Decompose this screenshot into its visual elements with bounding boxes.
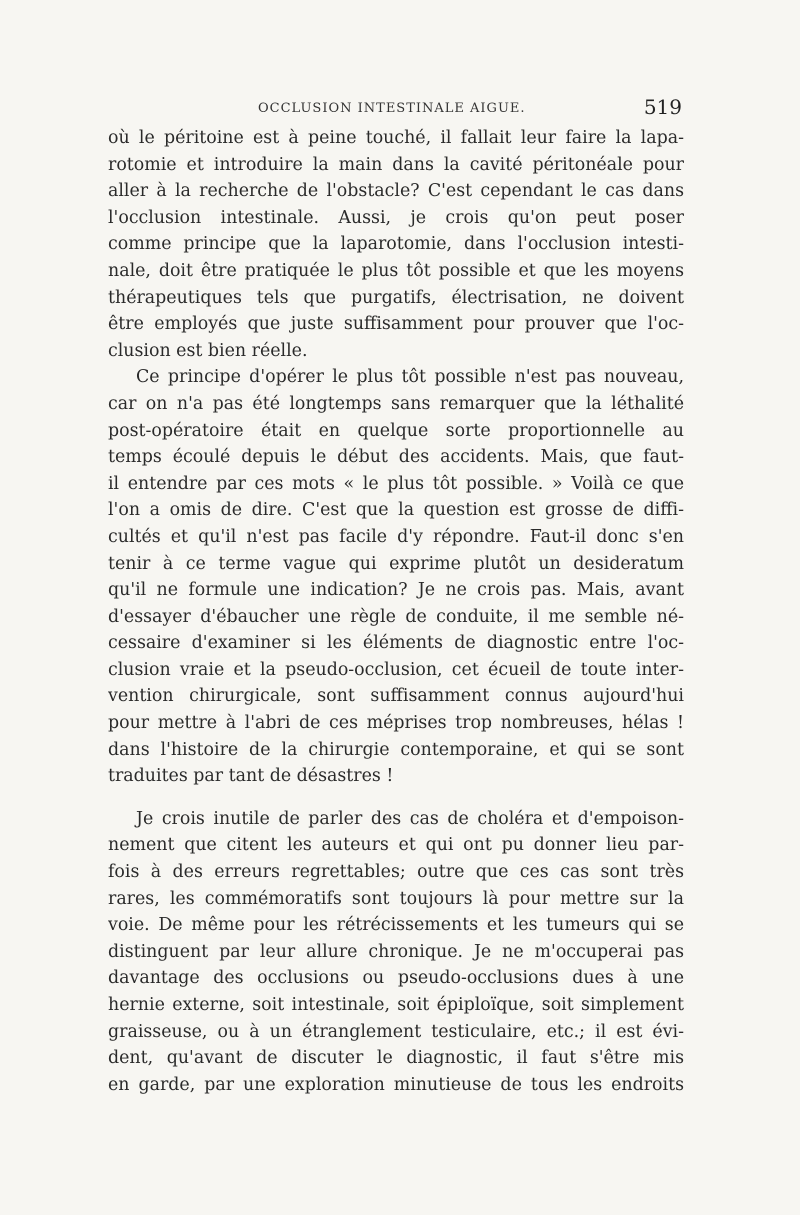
text-line: nement que citent les auteurs et qui ont pu donner lieu par- [108, 835, 684, 856]
page-number: 519 [643, 95, 682, 119]
running-title: OCCLUSION INTESTINALE AIGUE. [258, 101, 526, 116]
text-line: Ce principe d'opérer le plus tôt possible n'est pas nouveau, [136, 367, 684, 388]
text-line: dent, qu'avant de discuter le diagnostic, il faut s'être mis [108, 1048, 684, 1069]
text-line: comme principe que la laparotomie, dans l'occlusion intesti- [108, 234, 684, 255]
text-line: post-opératoire était en quelque sorte proportionnelle au [108, 420, 684, 441]
paragraph [108, 364, 684, 790]
paragraph [108, 806, 684, 1099]
text-line: cultés et qu'il n'est pas facile d'y répondre. Faut-il donc s'en [108, 526, 684, 547]
text-line: clusion est bien réelle. [108, 340, 308, 361]
text-line: nale, doit être pratiquée le plus tôt possible et que les moyens [108, 260, 684, 281]
text-line: il entendre par ces mots « le plus tôt possible. » Voilà ce que [108, 473, 684, 494]
text-line: dans l'histoire de la chirurgie contemporaine, et qui se sont [108, 739, 684, 760]
text-line: car on n'a pas été longtemps sans remarquer que la léthalité [108, 393, 684, 414]
text-line: être employés que juste suffisamment pour prouver que l'oc- [108, 314, 684, 335]
paragraph [108, 125, 684, 364]
text-line: distinguent par leur allure chronique. Je ne m'occuperai pas [108, 941, 684, 962]
text-line: l'on a omis de dire. C'est que la question est grosse de diffi- [108, 500, 684, 521]
paragraph-gap [108, 790, 684, 806]
text-line: où le péritoine est à peine touché, il fallait leur faire la lapa- [108, 128, 684, 148]
text-line: tenir à ce terme vague qui exprime plutôt un desideratum [108, 553, 684, 574]
text-line: pour mettre à l'abri de ces méprises trop nombreuses, hélas ! [108, 713, 684, 734]
text-line: rotomie et introduire la main dans la cavité péritonéale pour [108, 154, 684, 175]
body-text [108, 125, 684, 1098]
text-line: cessaire d'examiner si les éléments de diagnostic entre l'oc- [108, 633, 684, 654]
text-line: vention chirurgicale, sont suffisamment connus aujourd'hui [108, 686, 684, 707]
text-line: aller à la recherche de l'obstacle? C'est cependant le cas dans [108, 181, 684, 202]
text-line: voie. De même pour les rétrécissements et les tumeurs qui se [108, 915, 684, 936]
text-line: traduites par tant de désastres ! [108, 766, 394, 787]
text-line: qu'il ne formule une indication? Je ne crois pas. Mais, avant [108, 580, 684, 601]
text-line: l'occlusion intestinale. Aussi, je crois qu'on peut poser [108, 207, 684, 228]
text-line: temps écoulé depuis le début des accidents. Mais, que faut- [108, 447, 684, 468]
text-line: fois à des erreurs regrettables; outre que ces cas sont très [108, 862, 684, 883]
text-line: graisseuse, ou à un étranglement testiculaire, etc.; il est évi- [108, 1021, 684, 1042]
text-line: d'essayer d'ébaucher une règle de conduite, il me semble né- [108, 606, 684, 627]
text-line: thérapeutiques tels que purgatifs, électrisation, ne doivent [108, 287, 684, 308]
text-line: clusion vraie et la pseudo-occlusion, cet écueil de toute inter- [108, 659, 684, 680]
text-line: Je crois inutile de parler des cas de choléra et d'empoison- [136, 808, 684, 829]
text-line: rares, les commémoratifs sont toujours là pour mettre sur la [108, 888, 684, 909]
text-line: hernie externe, soit intestinale, soit épiploïque, soit simplement [108, 995, 684, 1015]
text-line: en garde, par une exploration minutieuse de tous les endroits [108, 1074, 684, 1095]
text-line: davantage des occlusions ou pseudo-occlusions dues à une [108, 968, 684, 989]
running-head [108, 95, 682, 125]
